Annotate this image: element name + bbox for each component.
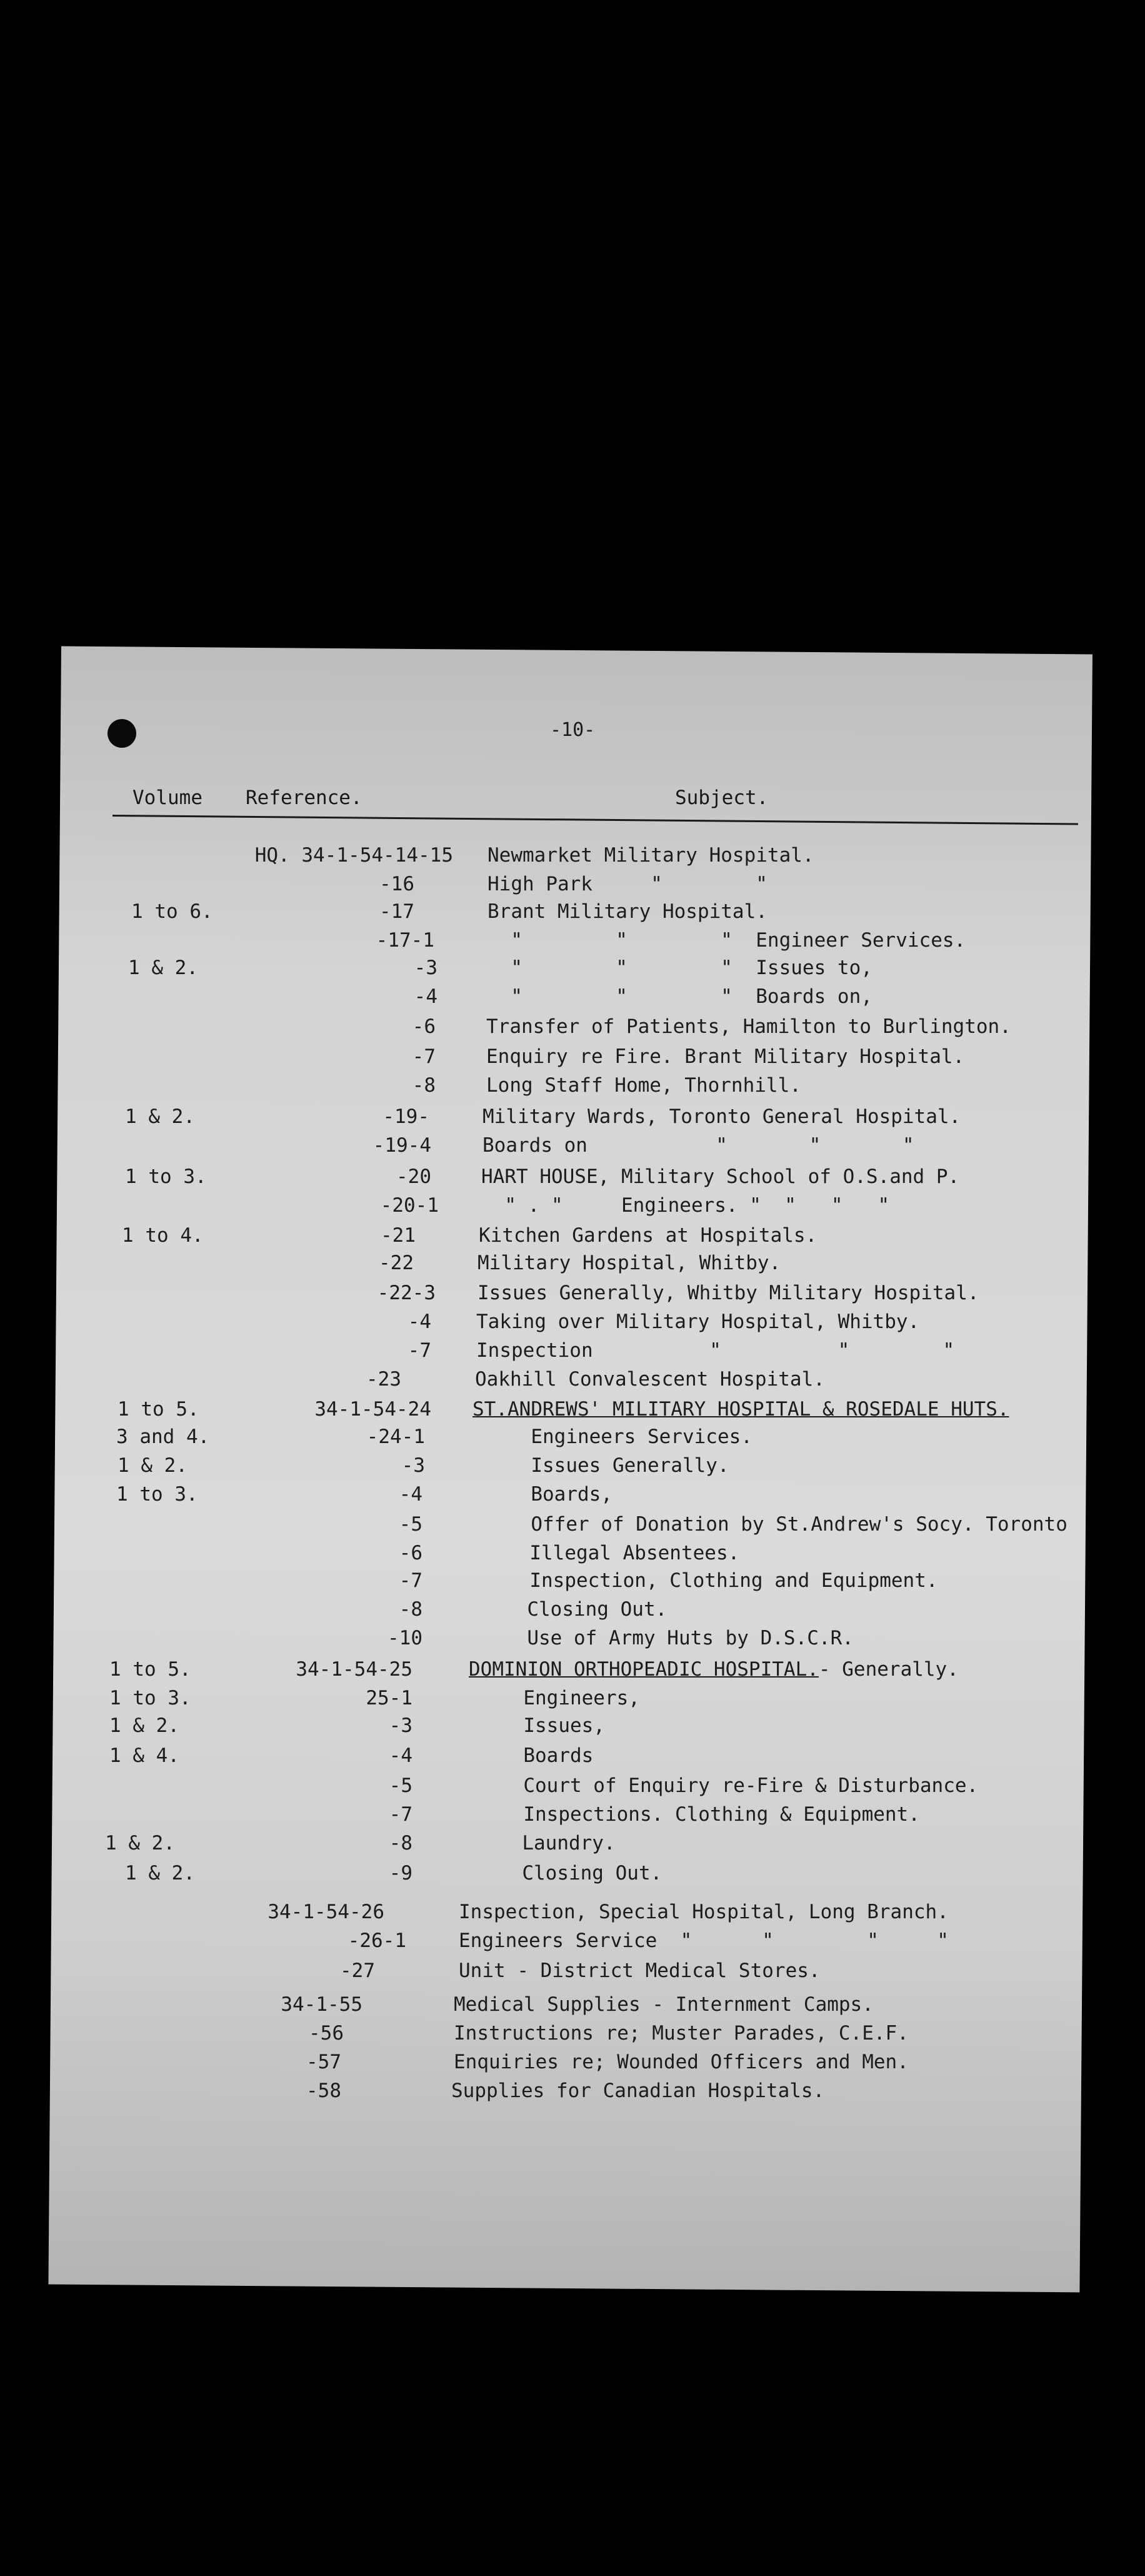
table-row [0,1105,1145,1133]
subject-cell: Instructions re; Muster Parades, C.E.F. [454,2022,909,2045]
reference-cell: -3 [414,957,438,979]
reference-cell: -4 [414,985,438,1008]
reference-cell: -20 [396,1165,431,1188]
subject-cell: Engineers, [500,1687,640,1709]
subject-cell: Boards, [508,1483,612,1506]
reference-cell: -5 [389,1774,412,1797]
subject-cell: Newmarket Military Hospital. [488,844,814,867]
table-row [0,929,1145,957]
reference-cell: -4 [389,1744,412,1767]
reference-cell: -22-3 [377,1282,436,1304]
reference-cell: 34-1-55 [281,1993,362,2016]
table-row [0,2022,1145,2050]
table-row [0,1627,1145,1654]
table-row [0,1513,1145,1541]
subject-cell: Unit - District Medical Stores. [459,1960,821,1982]
reference-cell: -4 [399,1483,422,1506]
table-row [0,1074,1145,1102]
subject-cell: Closing Out. [504,1598,668,1621]
volume-cell: 1 to 6. [131,900,213,923]
subject-cell: Military Hospital, Whitby. [478,1252,781,1274]
volume-cell: 1 & 4. [109,1744,179,1767]
table-row [0,985,1145,1013]
table-row [0,1454,1145,1482]
volume-cell: 1 & 2. [125,1862,195,1884]
table-row [0,2051,1145,2078]
volume-cell: 3 and 4. [116,1426,210,1448]
table-row [0,1252,1145,1279]
table-row [0,1901,1145,1928]
table-row [0,2080,1145,2107]
reference-cell: -26-1 [348,1929,406,1952]
subject-cell: Boards on " " " [482,1134,914,1157]
table-row [0,1045,1145,1073]
table-row [0,1194,1145,1222]
subject-cell: Taking over Military Hospital, Whitby. [476,1311,920,1333]
reference-cell: -6 [412,1015,436,1038]
reference-cell: 34-1-54-26 [268,1901,384,1923]
table-row [0,1224,1145,1252]
table-row [0,844,1145,872]
reference-cell: -10 [388,1627,422,1649]
table-row [0,1368,1145,1396]
subject-cell: Court of Enquiry re-Fire & Disturbance. [500,1774,979,1797]
table-row [0,1542,1145,1569]
volume-cell: 1 to 5. [109,1658,191,1681]
subject-cell: Kitchen Gardens at Hospitals. [479,1224,818,1247]
subject-cell: Illegal Absentees. [506,1542,740,1564]
reference-cell: -20-1 [380,1194,439,1217]
subject-cell: Supplies for Canadian Hospitals. [451,2080,825,2102]
reference-cell: -5 [399,1513,422,1536]
table-row [0,1598,1145,1626]
table-row [0,1862,1145,1889]
table-row [0,1803,1145,1831]
reference-cell: 25-1 [366,1687,412,1709]
table-row [0,1569,1145,1597]
reference-cell: -4 [408,1311,431,1333]
reference-cell: -24-1 [366,1426,425,1448]
reference-cell: -19-4 [372,1134,431,1157]
reference-cell: -17 [379,900,414,923]
reference-cell: -7 [399,1569,422,1592]
subject-cell: Issues Generally, Whitby Military Hospital. [478,1282,979,1304]
table-row [0,1832,1145,1859]
reference-cell: -7 [408,1339,431,1362]
reference-cell: -9 [389,1862,412,1884]
subject-cell: Military Wards, Toronto General Hospital. [482,1105,961,1128]
subject-header: Subject. [675,787,769,809]
reference-cell: 34-1-54-25 [296,1658,412,1681]
subject-cell: Oakhill Convalescent Hospital. [475,1368,825,1391]
reference-cell: -22 [379,1252,414,1274]
subject-cell: Laundry. [499,1832,616,1854]
table-row [0,1339,1145,1367]
table-row [0,873,1145,900]
subject-cell: Issues Generally. [508,1454,729,1477]
reference-cell: -7 [412,1045,436,1068]
reference-cell: -7 [389,1803,412,1826]
subject-cell: Boards [500,1744,594,1767]
table-row [0,1687,1145,1714]
table-row [0,1658,1145,1686]
volume-cell: 1 & 2. [105,1832,175,1854]
table-row [0,1744,1145,1772]
reference-cell: -8 [399,1598,422,1621]
table-row [0,1426,1145,1453]
subject-cell: High Park " " [488,873,768,895]
volume-cell: 1 to 3. [116,1483,198,1506]
subject-cell: Brant Military Hospital. [488,900,768,923]
table-row [0,1774,1145,1802]
subject-cell: Engineers Services. [508,1426,752,1448]
subject-cell: Enquiry re Fire. Brant Military Hospital. [486,1045,965,1068]
reference-cell: 34-1-54-24 [314,1398,431,1421]
volume-cell: 1 & 2. [128,957,198,979]
reference-header: Reference. [246,787,362,809]
subject-cell: Enquiries re; Wounded Officers and Men. [454,2051,909,2073]
subject-cell: Medical Supplies - Internment Camps. [454,1993,874,2016]
subject-cell: Closing Out. [499,1862,662,1884]
subject-cell: Inspection, Special Hospital, Long Branch. [459,1901,949,1923]
subject-cell: Inspections. Clothing & Equipment. [500,1803,920,1826]
punch-hole [108,719,136,748]
reference-cell: -58 [306,2080,341,2102]
table-row [0,1929,1145,1957]
reference-cell: -21 [381,1224,416,1247]
volume-cell: 1 & 2. [118,1454,188,1477]
reference-cell: -23 [366,1368,401,1391]
subject-cell: " " " Issues to, [488,957,872,979]
table-row [0,1714,1145,1742]
subject-cell: Inspection " " " [476,1339,955,1362]
reference-cell: -19- [382,1105,429,1128]
table-row [0,1960,1145,1987]
subject-cell: DOMINION ORTHOPEADIC HOSPITAL.- Generally. [469,1658,959,1681]
reference-cell: -17-1 [376,929,434,952]
table-row [0,1993,1145,2021]
volume-cell: 1 to 3. [125,1165,207,1188]
volume-cell: 1 to 3. [109,1687,191,1709]
table-row [0,1165,1145,1193]
subject-cell: Issues, [500,1714,605,1737]
volume-cell: 1 to 5. [118,1398,199,1421]
page-number: -10- [550,719,596,741]
table-row [0,1134,1145,1162]
table-row [0,900,1145,928]
table-row [0,1483,1145,1511]
subject-cell: Transfer of Patients, Hamilton to Burlington. [486,1015,1011,1038]
table-row [0,1311,1145,1338]
subject-cell: HART HOUSE, Military School of O.S.and P. [481,1165,960,1188]
reference-cell: -27 [340,1960,375,1982]
table-row [0,957,1145,984]
table-row [0,1282,1145,1309]
table-row [0,1398,1145,1426]
subject-cell: " " " Boards on, [488,985,872,1008]
subject-cell: Engineers Service " " " " [459,1929,949,1952]
subject-cell: ST.ANDREWS' MILITARY HOSPITAL & ROSEDALE HUTS. [472,1398,1009,1421]
reference-cell: -16 [379,873,414,895]
reference-cell: -6 [399,1542,422,1564]
volume-cell: 1 to 4. [122,1224,204,1247]
subject-cell: Inspection, Clothing and Equipment. [506,1569,938,1592]
reference-cell: -8 [412,1074,436,1097]
subject-cell: Long Staff Home, Thornhill. [486,1074,801,1097]
subject-cell: " . " Engineers. " " " " [481,1194,890,1217]
volume-header: Volume [132,787,202,809]
reference-cell: -3 [389,1714,412,1737]
reference-cell: -57 [306,2051,341,2073]
subject-cell: " " " Engineer Services. [488,929,966,952]
volume-cell: 1 & 2. [125,1105,195,1128]
reference-cell: HQ. 34-1-54-14-15 [254,844,453,867]
reference-cell: -8 [389,1832,412,1854]
reference-cell: -3 [401,1454,425,1477]
volume-cell: 1 & 2. [109,1714,179,1737]
table-row [0,1015,1145,1043]
subject-cell: Use of Army Huts by D.S.C.R. [504,1627,854,1649]
subject-heading: DOMINION ORTHOPEADIC HOSPITAL. [469,1658,819,1681]
subject-cell: Offer of Donation by St.Andrew's Socy. Toronto [508,1513,1068,1536]
reference-cell: -56 [309,2022,344,2045]
